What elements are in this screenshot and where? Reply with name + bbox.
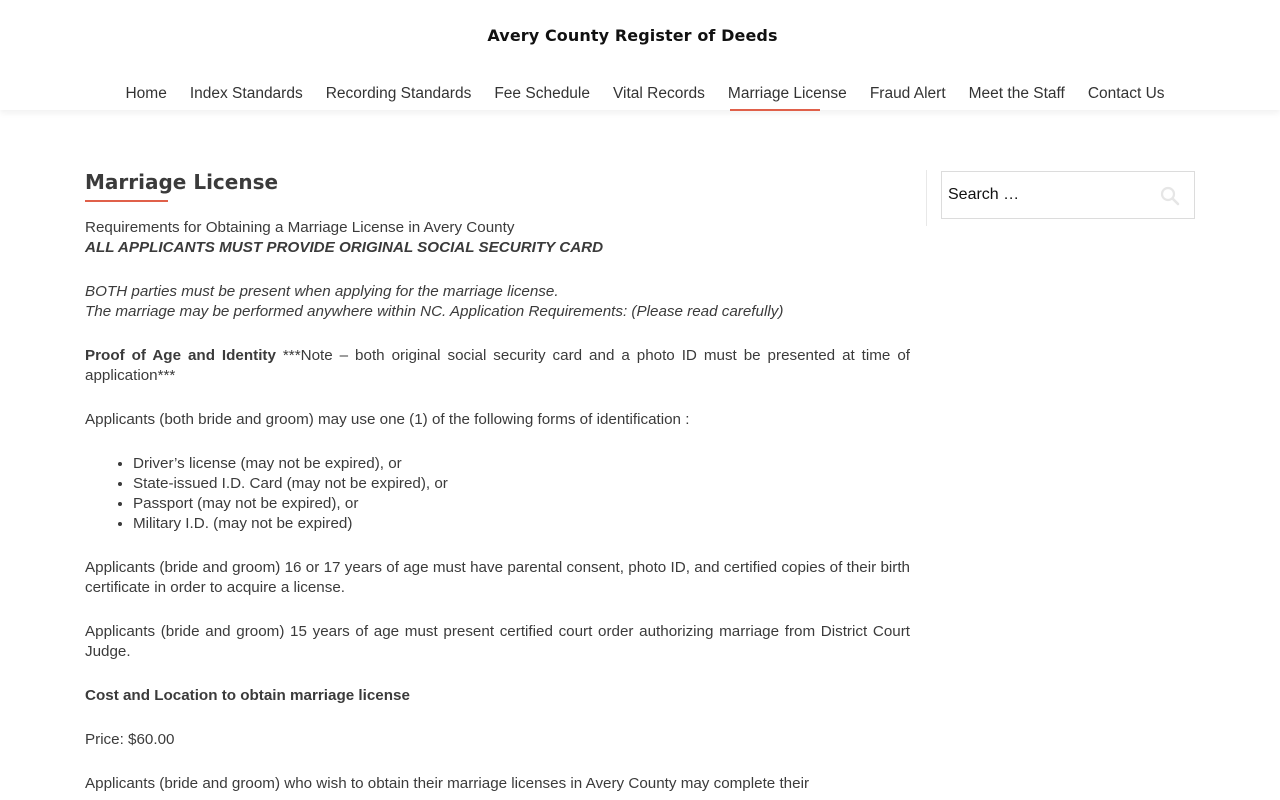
intro-line: Requirements for Obtaining a Marriage License in Avery County (85, 219, 515, 236)
nav-item-fraud-alert[interactable]: Fraud Alert (869, 85, 946, 102)
search-icon[interactable] (1160, 186, 1180, 206)
age-15-paragraph: Applicants (bride and groom) 15 years of age must present certified court order authorizing marriage from District Court Judge. (85, 623, 910, 660)
list-item: • Driver’s license (may not be expired), or (133, 454, 910, 474)
location-paragraph: Applicants (bride and groom) who wish to obtain their marriage licenses in Avery County may complete their (85, 775, 810, 792)
list-item: • Passport (may not be expired), or (133, 494, 910, 514)
main-content (85, 168, 910, 800)
search-input[interactable] (942, 172, 1152, 218)
nav-item-recording-standards[interactable]: Recording Standards (325, 85, 472, 102)
both-parties-text: BOTH parties must be present when applying for the marriage license. (85, 283, 559, 300)
proof-note: ***Note – both original social security card and a photo ID must be presented at time of application*** (85, 347, 910, 384)
nav-item-marriage-license[interactable]: Marriage License (716, 84, 858, 104)
cost-heading: Cost and Location to obtain marriage license (85, 687, 410, 704)
intro-paragraph (85, 218, 910, 258)
proof-heading: Proof of Age and Identity (85, 347, 276, 364)
nav-item-index-standards[interactable]: Index Standards (189, 85, 303, 102)
nav-item-contact-us[interactable]: Contact Us (1087, 85, 1165, 102)
list-item: • Military I.D. (may not be expired) (133, 514, 910, 534)
presence-paragraph (85, 282, 910, 322)
applicants-intro: Applicants (both bride and groom) may use one (1) of the following forms of identification : (85, 411, 690, 428)
page-title: Marriage License (85, 170, 279, 194)
sidebar-divider (926, 170, 927, 226)
nav-item-meet-the-staff[interactable]: Meet the Staff (968, 85, 1065, 102)
list-item: • State-issued I.D. Card (may not be expired), or (133, 474, 910, 494)
performed-text: The marriage may be performed anywhere within NC. Application Requirements: (Please read carefully) (85, 303, 784, 320)
site-title[interactable]: Avery County Register of Deeds (487, 26, 778, 45)
age-16-17-paragraph: Applicants (bride and groom) 16 or 17 years of age must have parental consent, photo ID, and certified copies of their birth certificate in order to acquire a license. (85, 559, 910, 596)
proof-paragraph (85, 346, 910, 386)
search-form (941, 171, 1195, 219)
nav-item-home[interactable]: Home (125, 85, 167, 102)
price-text: Price: $60.00 (85, 731, 175, 748)
main-nav (0, 84, 1280, 104)
title-underline (85, 200, 168, 202)
ssn-notice: ALL APPLICANTS MUST PROVIDE ORIGINAL SOCIAL SECURITY CARD (85, 239, 604, 256)
nav-item-fee-schedule[interactable]: Fee Schedule (494, 85, 590, 102)
id-forms-list (85, 454, 910, 534)
nav-item-vital-records[interactable]: Vital Records (613, 85, 705, 102)
